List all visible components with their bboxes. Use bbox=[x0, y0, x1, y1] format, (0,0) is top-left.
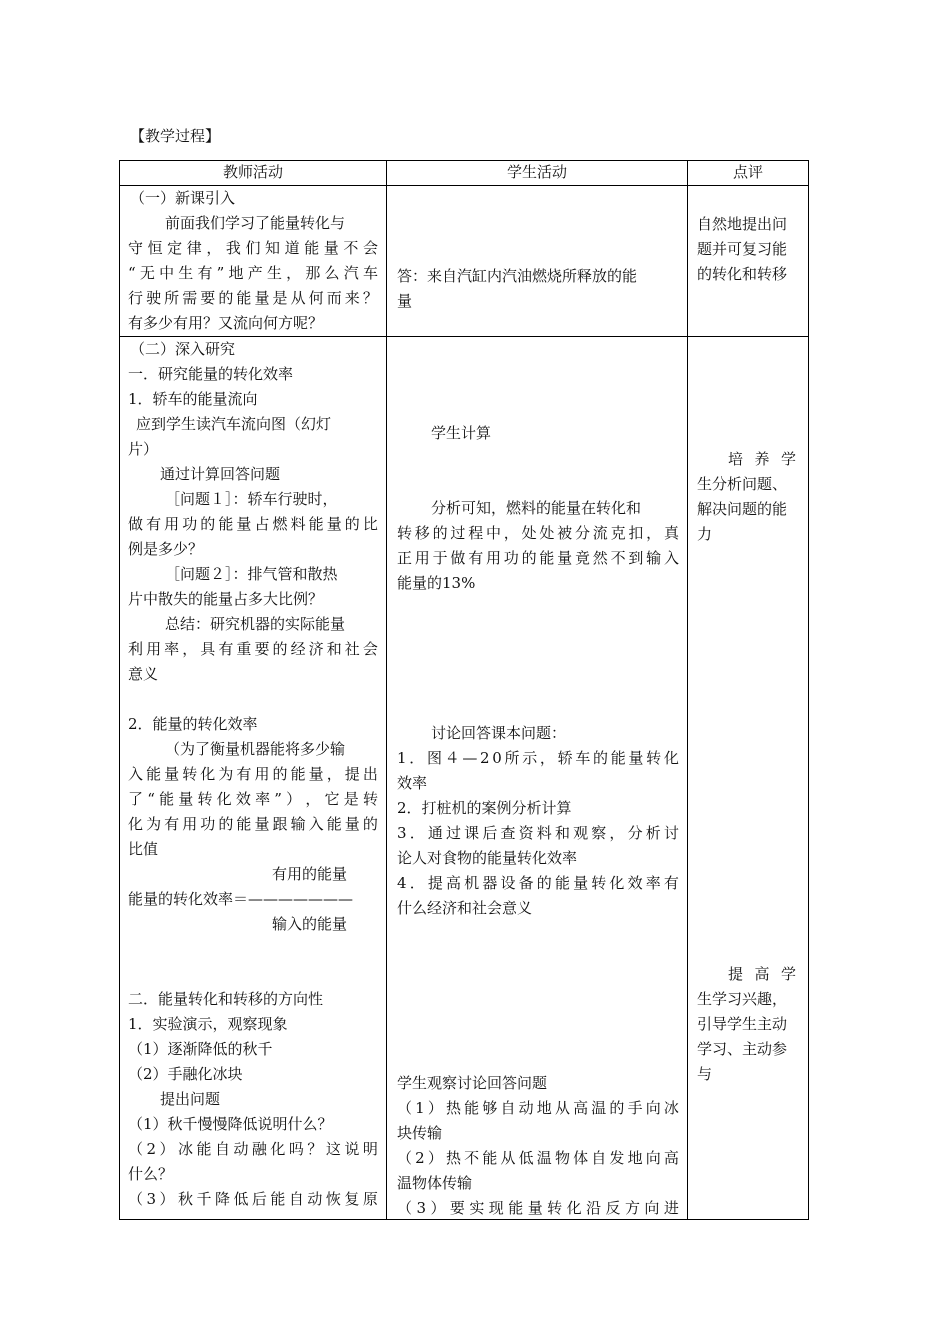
text-line: 通过计算回答问题 bbox=[160, 465, 281, 483]
text-line: （2）手融化冰块 bbox=[128, 1065, 243, 1083]
text-line: 自然地提出问 bbox=[697, 215, 788, 233]
text-line: （1）秋千慢慢降低说明什么？ bbox=[128, 1115, 333, 1133]
text-line: 效率 bbox=[397, 774, 428, 792]
text-line: 行 驶 所 需 要 的 能 量 是 从 何 而 来 ？ bbox=[128, 289, 378, 307]
text-line: 提出问题 bbox=[160, 1090, 221, 1108]
text-line: 守 恒 定 律 ， 我 们 知 道 能 量 不 会 bbox=[128, 239, 378, 257]
text-line: “ 无 中 生 有 ” 地 产 生 ， 那 么 汽 车 bbox=[128, 264, 378, 282]
table-row-section1 bbox=[120, 186, 809, 337]
text-line: 前面我们学习了能量转化与 bbox=[165, 214, 346, 232]
column-header-student: 学生活动 bbox=[387, 161, 688, 186]
text-line: 题并可复习能 bbox=[697, 240, 788, 258]
text-line: 能量的13% bbox=[397, 574, 476, 592]
text-line: 生分析问题、 bbox=[697, 475, 788, 493]
text-line: 1 ． 图 ４ — 2 0 所 示 ， 轿 车 的 能 量 转 化 bbox=[397, 749, 679, 767]
text-line: 化 为 有 用 功 的 能 量 跟 输 入 能 量 的 bbox=[128, 815, 378, 833]
text-line: 例是多少？ bbox=[128, 540, 204, 558]
text-line: 1．轿车的能量流向 bbox=[128, 390, 258, 408]
text-line: 总结：研究机器的实际能量 bbox=[165, 615, 346, 633]
text-line: 答：来自汽缸内汽油燃烧所释放的能 bbox=[397, 267, 638, 285]
text-line: ［问题２］：排气管和散热 bbox=[165, 565, 338, 583]
text-line: （ 2 ） 热 不 能 从 低 温 物 体 自 发 地 向 高 bbox=[397, 1149, 679, 1167]
text-line: 4 ． 提 高 机 器 设 备 的 能 量 转 化 效 率 有 bbox=[397, 874, 679, 892]
text-line: （ 1 ） 热 能 够 自 动 地 从 高 温 的 手 向 冰 bbox=[397, 1099, 679, 1117]
text-line: （二）深入研究 bbox=[130, 340, 236, 358]
text-line: 入 能 量 转 化 为 有 用 的 能 量 ， 提 出 bbox=[128, 765, 378, 783]
column-header-teacher: 教师活动 bbox=[120, 161, 387, 186]
text-line: 分析可知，燃料的能量在转化和 bbox=[431, 499, 642, 517]
text-line: 输入的能量 bbox=[272, 915, 348, 933]
text-line: 与 bbox=[697, 1065, 713, 1083]
text-line: （ 2 ） 冰 能 自 动 融 化 吗 ？ 这 说 明 bbox=[128, 1140, 378, 1158]
text-line: 一．研究能量的转化效率 bbox=[128, 365, 294, 383]
text-line: 的转化和转移 bbox=[697, 265, 788, 283]
text-line: （ 3 ） 要 实 现 能 量 转 化 沿 反 方 向 进 bbox=[397, 1199, 679, 1217]
text-line: 转 移 的 过 程 中 ， 处 处 被 分 流 克 扣 ， 真 bbox=[397, 524, 679, 542]
text-line: 做 有 用 功 的 能 量 占 燃 料 能 量 的 比 bbox=[128, 515, 378, 533]
text-line: 讨论回答课本问题： bbox=[431, 724, 567, 742]
text-line: （为了衡量机器能将多少输 bbox=[165, 740, 346, 758]
text-line: 解决问题的能 bbox=[697, 500, 788, 518]
text-line: 正 用 于 做 有 用 功 的 能 量 竟 然 不 到 输 入 bbox=[397, 549, 679, 567]
text-line: 3 ． 通 过 课 后 查 资 料 和 观 察 ， 分 析 讨 bbox=[397, 824, 679, 842]
text-line: 片） bbox=[128, 440, 159, 458]
text-line: 块传输 bbox=[397, 1124, 443, 1142]
text-line: 1．实验演示，观察现象 bbox=[128, 1015, 288, 1033]
text-line: 培 养 学 bbox=[728, 450, 796, 468]
column-header-comment: 点评 bbox=[688, 161, 809, 186]
table-header-row bbox=[120, 161, 809, 186]
text-line: 什么？ bbox=[128, 1165, 174, 1183]
text-line: 利 用 率 ， 具 有 重 要 的 经 济 和 社 会 bbox=[128, 640, 378, 658]
text-line: 提 高 学 bbox=[728, 965, 796, 983]
text-line: 论人对食物的能量转化效率 bbox=[397, 849, 578, 867]
text-line: 意义 bbox=[128, 665, 159, 683]
text-line: ［问题１］：轿车行驶时， bbox=[165, 490, 338, 508]
text-line: 温物体传输 bbox=[397, 1174, 473, 1192]
text-line: 二．能量转化和转移的方向性 bbox=[128, 990, 324, 1008]
text-line: 引导学生主动 bbox=[697, 1015, 788, 1033]
text-line: 片中散失的能量占多大比例？ bbox=[128, 590, 324, 608]
text-line: 学生计算 bbox=[431, 424, 492, 442]
text-line: 有多少有用？又流向何方呢？ bbox=[128, 314, 324, 332]
teaching-process-table bbox=[119, 160, 809, 1220]
text-line: 量 bbox=[397, 292, 413, 310]
text-line: （ 3 ） 秋 千 降 低 后 能 自 动 恢 复 原 bbox=[128, 1190, 378, 1208]
text-line: 应到学生读汽车流向图（幻灯 bbox=[136, 415, 332, 433]
text-line: 学习、主动参 bbox=[697, 1040, 788, 1058]
text-line: （一）新课引入 bbox=[130, 189, 236, 207]
text-line: 力 bbox=[697, 525, 713, 543]
text-line: 了 “ 能 量 转 化 效 率 ” ） ， 它 是 转 bbox=[128, 790, 378, 808]
table-row-section2 bbox=[120, 337, 809, 1220]
text-line: 有用的能量 bbox=[272, 865, 348, 883]
text-line: （1）逐渐降低的秋千 bbox=[128, 1040, 273, 1058]
text-line: 比值 bbox=[128, 840, 159, 858]
text-line: 2．打桩机的案例分析计算 bbox=[397, 799, 572, 817]
text-line: 能量的转化效率＝——————— bbox=[128, 890, 354, 908]
text-line: 什么经济和社会意义 bbox=[397, 899, 533, 917]
text-line: 2．能量的转化效率 bbox=[128, 715, 258, 733]
text-line: 学生观察讨论回答问题 bbox=[397, 1074, 548, 1092]
section-heading: 【教学过程】 bbox=[130, 127, 221, 145]
text-line: 生学习兴趣， bbox=[697, 990, 788, 1008]
